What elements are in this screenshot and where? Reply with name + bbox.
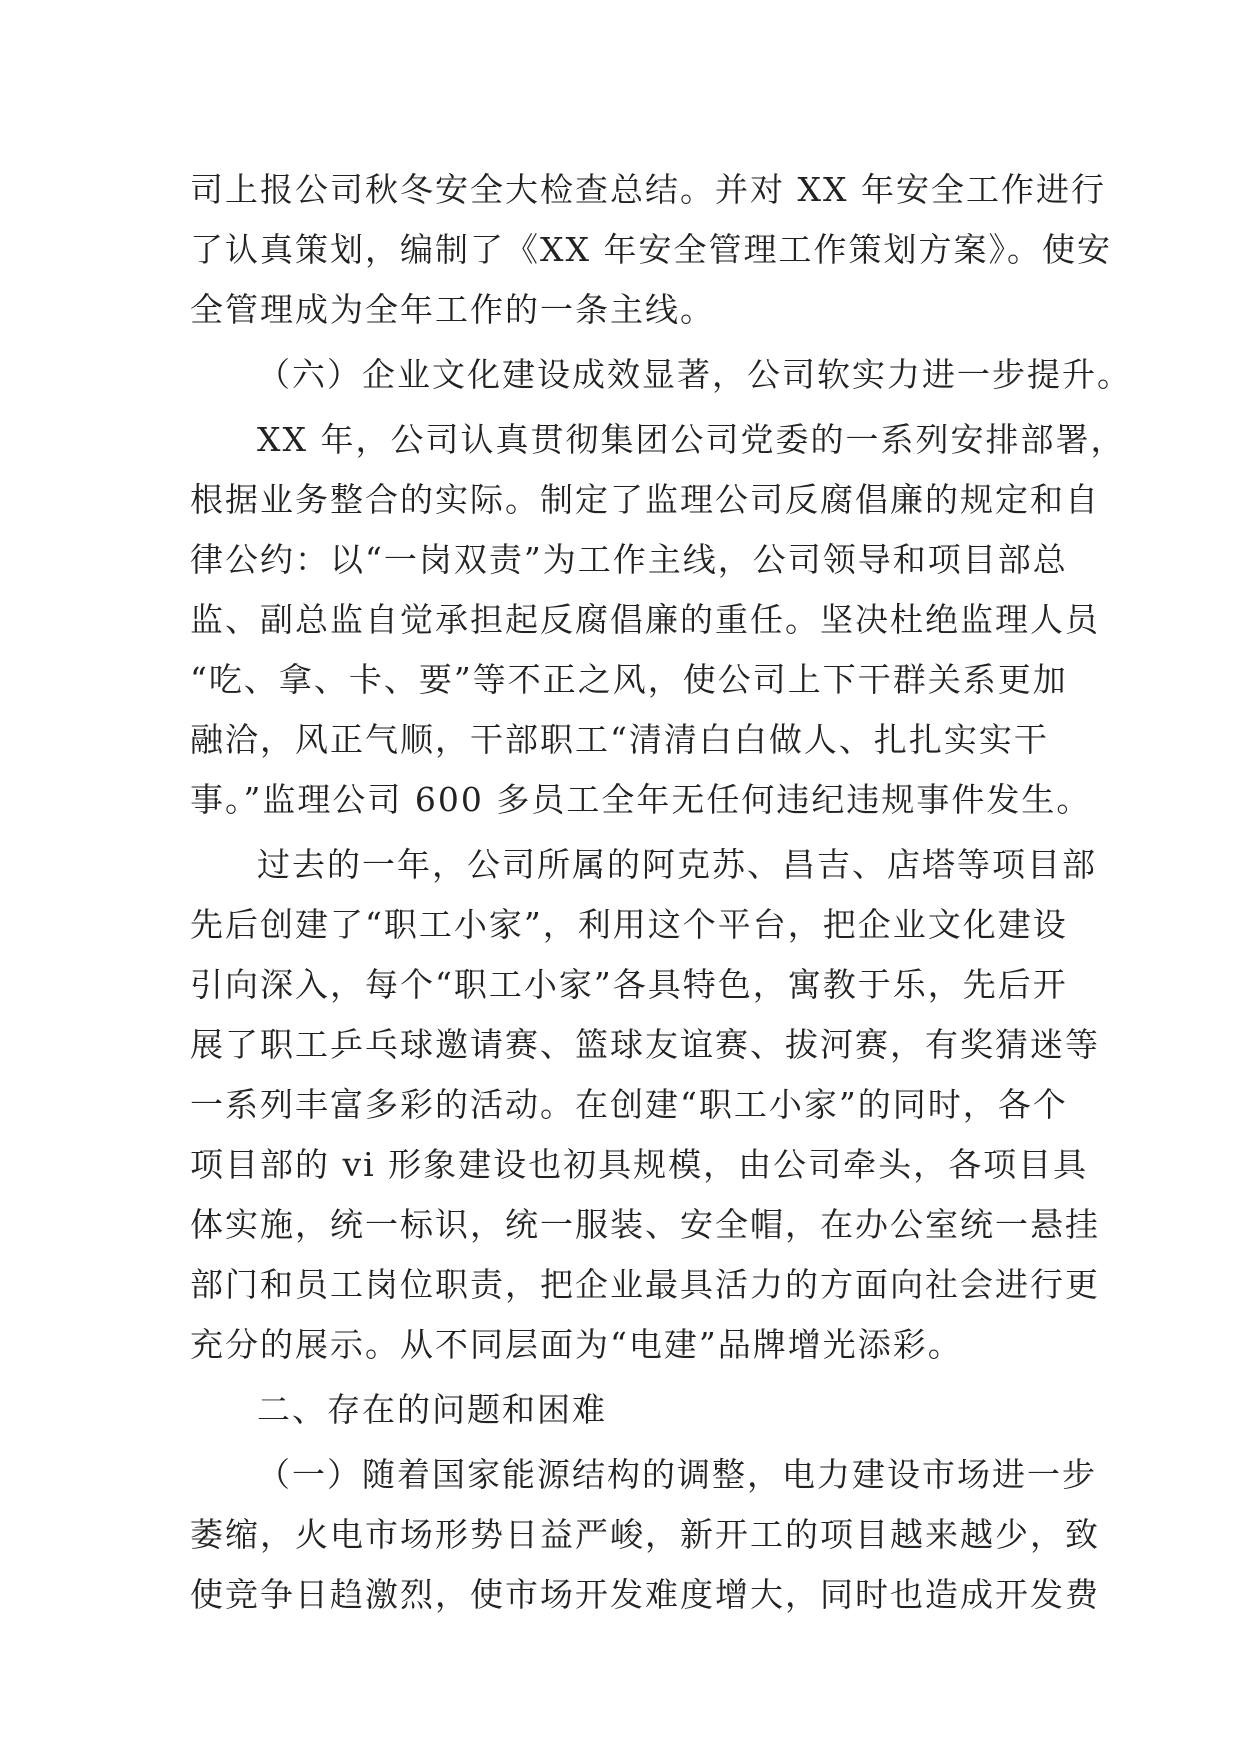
text-line: 萎缩，火电市场形势日益严峻，新开工的项目越来越少，致 xyxy=(190,1515,1100,1554)
text-line: 司上报公司秋冬安全大检查总结。并对 XX 年安全工作进行 xyxy=(190,170,1106,209)
text-line: 展了职工乒乓球邀请赛、篮球友谊赛、拔河赛，有奖猜迷等 xyxy=(190,1025,1100,1064)
text-line: 充分的展示。从不同层面为“电建”品牌增光添彩。 xyxy=(190,1325,963,1364)
text-line: 融洽，风正气顺，干部职工“清清白白做人、扎扎实实干 xyxy=(190,720,1049,759)
text-line: 部门和员工岗位职责，把企业最具活力的方面向社会进行更 xyxy=(190,1265,1100,1304)
text-line: 引向深入，每个“职工小家”各具特色，寓教于乐，先后开 xyxy=(190,965,1068,1004)
section-heading: 二、存在的问题和困难 xyxy=(257,1390,607,1429)
paragraph-start: XX 年，公司认真贯彻集团公司党委的一系列安排部署， xyxy=(257,420,1126,459)
text-line: 全管理成为全年工作的一条主线。 xyxy=(190,290,715,329)
text-line: 事。”监理公司 600 多员工全年无任何违纪违规事件发生。 xyxy=(190,780,1092,819)
text-line: 一系列丰富多彩的活动。在创建“职工小家”的同时，各个 xyxy=(190,1085,1068,1124)
text-line: 监、副总监自觉承担起反腐倡廉的重任。坚决杜绝监理人员 xyxy=(190,600,1100,639)
text-line: 根据业务整合的实际。制定了监理公司反腐倡廉的规定和自 xyxy=(190,480,1100,519)
text-line: 律公约：以“一岗双责”为工作主线，公司领导和项目部总 xyxy=(190,540,1068,579)
text-line: 项目部的 vi 形象建设也初具规模，由公司牵头，各项目具 xyxy=(190,1145,1089,1184)
text-line: 使竞争日趋激烈，使市场开发难度增大，同时也造成开发费 xyxy=(190,1575,1100,1614)
paragraph-start: 过去的一年，公司所属的阿克苏、昌吉、店塔等项目部 xyxy=(257,845,1097,884)
text-line: 了认真策划，编制了《XX 年安全管理工作策划方案》。使安 xyxy=(190,230,1112,269)
text-line: 先后创建了“职工小家”，利用这个平台，把企业文化建设 xyxy=(190,905,1068,944)
text-line: “吃、拿、卡、要”等不正之风，使公司上下干群关系更加 xyxy=(190,660,1068,699)
text-line: 体实施，统一标识，统一服装、安全帽，在办公室统一悬挂 xyxy=(190,1205,1100,1244)
section-heading: （六）企业文化建设成效显著，公司软实力进一步提升。 xyxy=(257,355,1132,394)
paragraph-start: （一）随着国家能源结构的调整，电力建设市场进一步 xyxy=(257,1455,1097,1494)
